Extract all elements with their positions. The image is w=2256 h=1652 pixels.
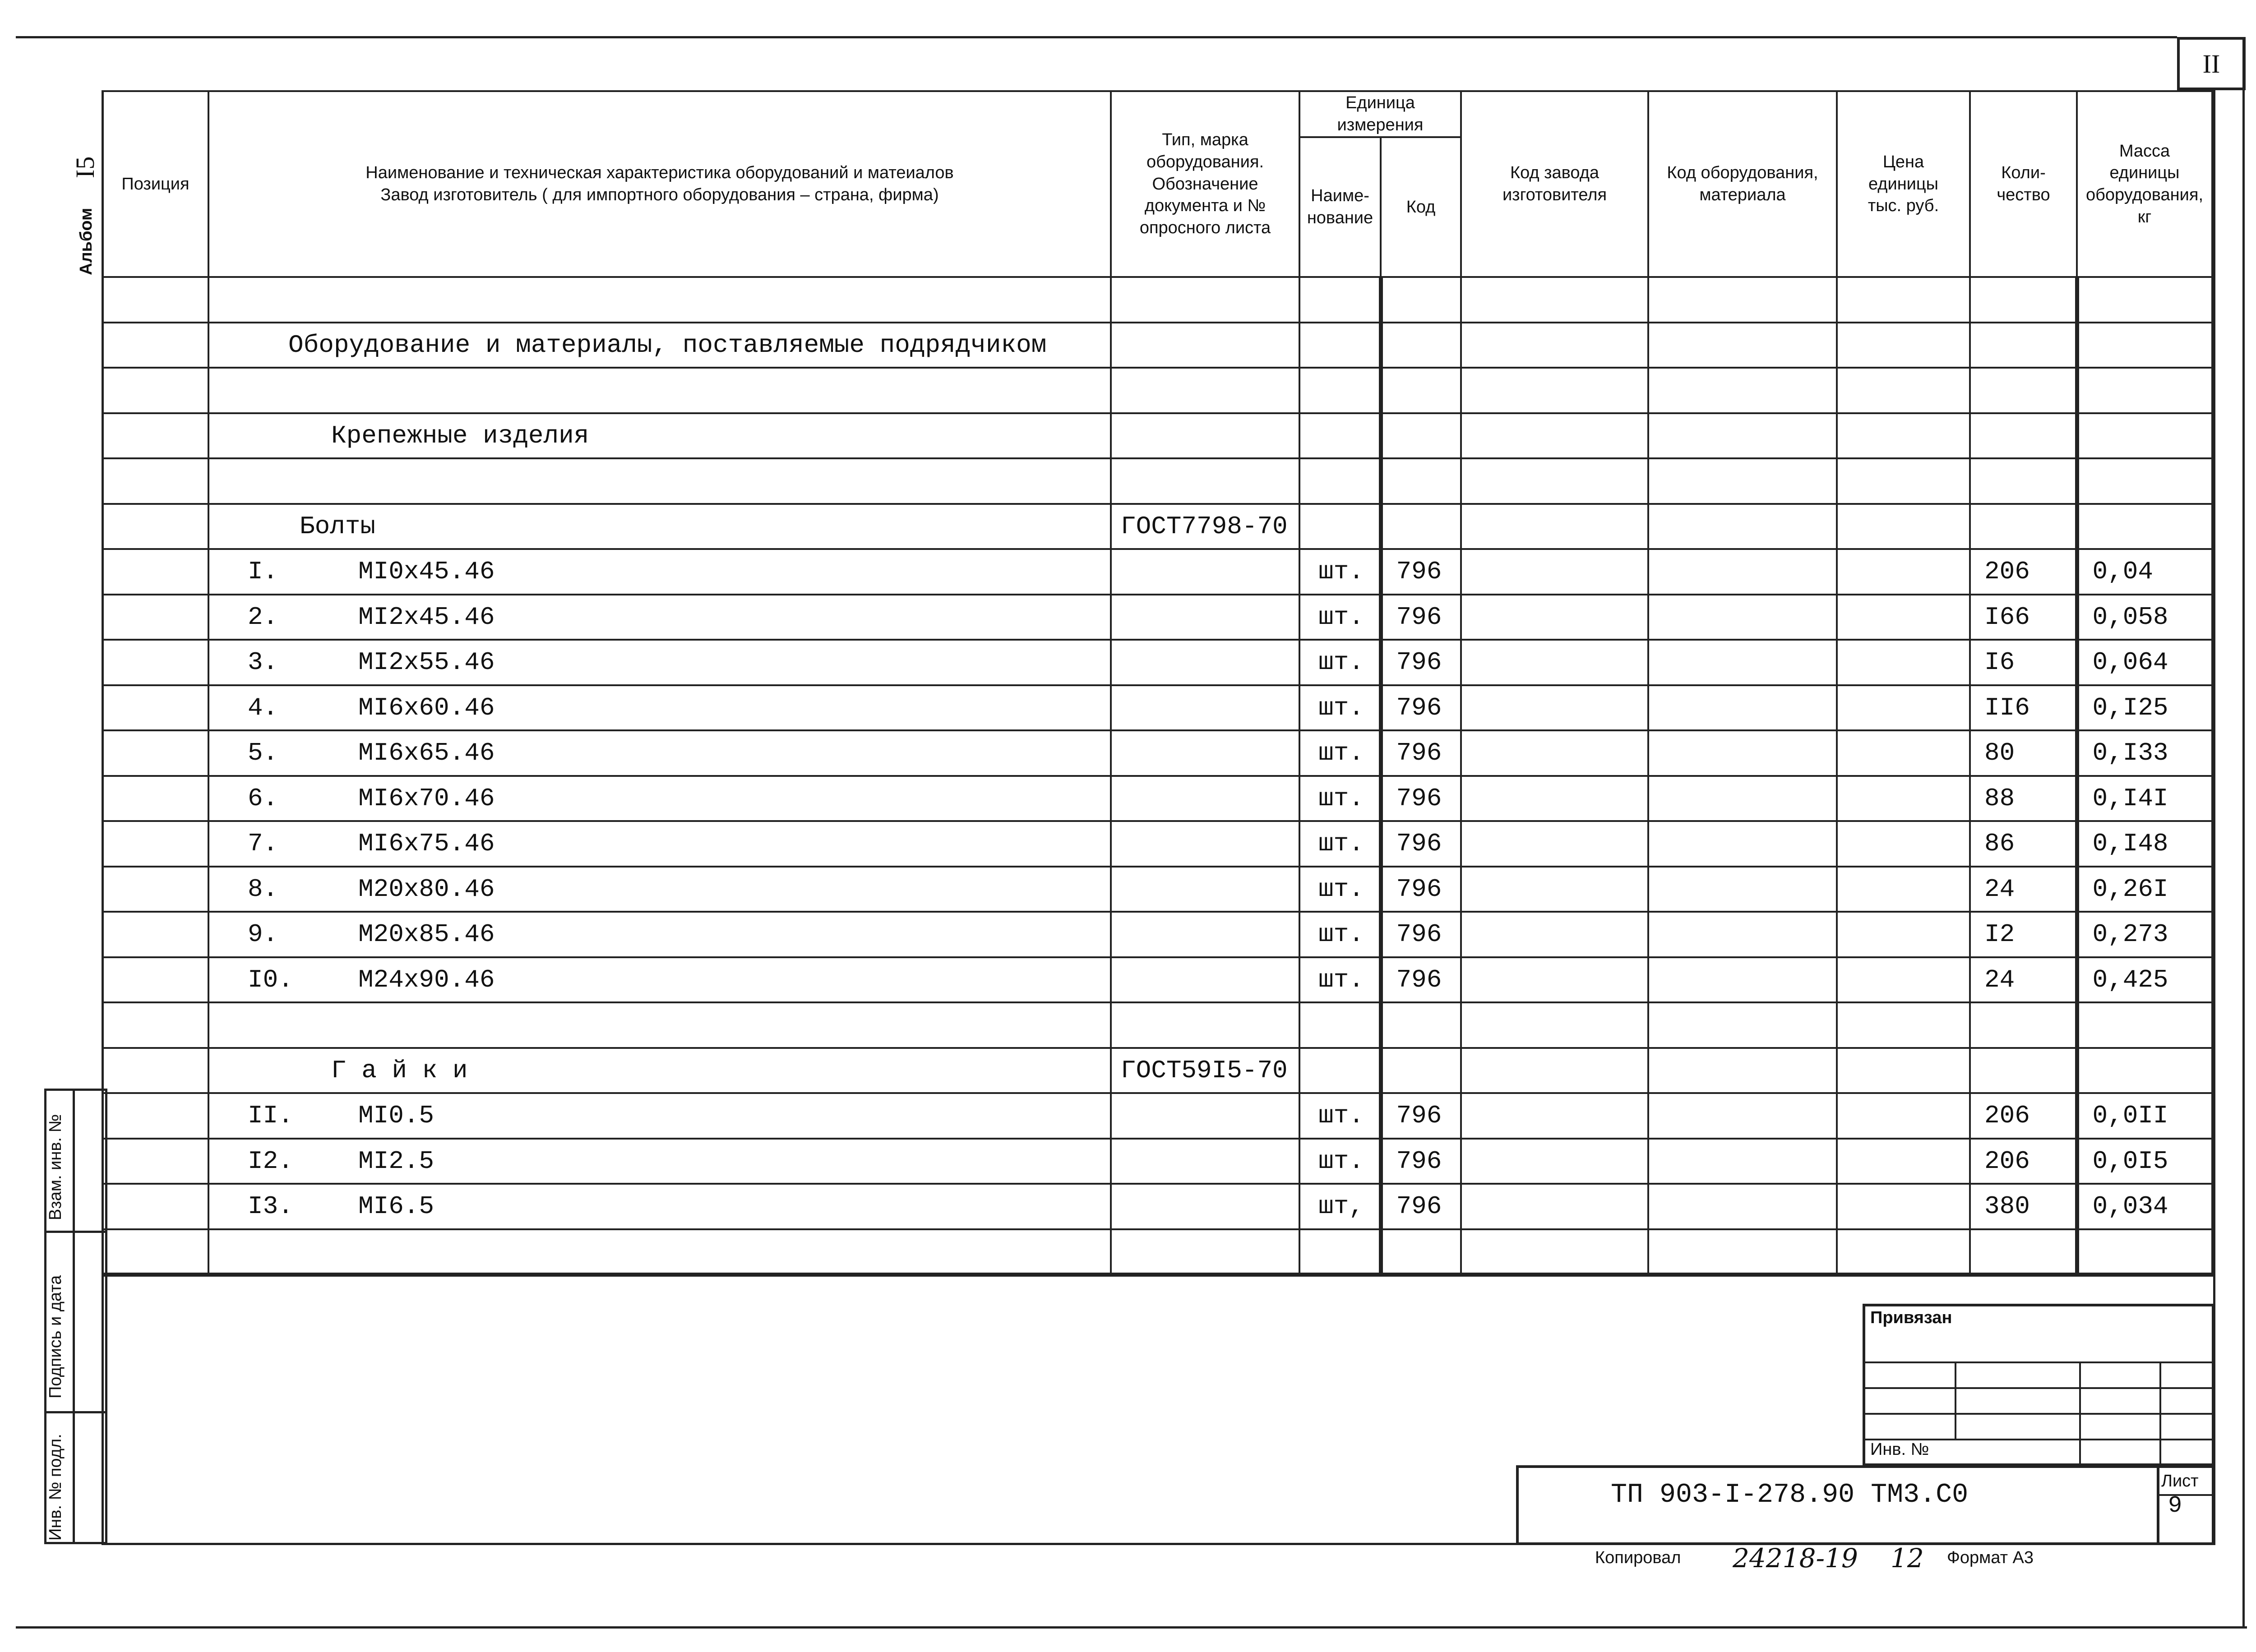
item-pos: I0. [248, 965, 293, 994]
album-number: I5 [70, 156, 100, 178]
item-name: MI0.5 [358, 1101, 435, 1131]
item-qty: 206 [1970, 549, 2077, 595]
side-inv-original: Инв. № подл. [46, 1434, 65, 1541]
table-row [102, 821, 2212, 867]
item-pos: 8. [248, 874, 278, 904]
side-signature-date: Подпись и дата [46, 1275, 65, 1398]
empty-row [102, 1229, 2212, 1275]
item-code: 796 [1381, 730, 1461, 776]
sheet-corner-number: II [2177, 37, 2246, 90]
item-qty: 206 [1970, 1093, 2077, 1139]
item-pos: 5. [248, 738, 278, 768]
item-unit: шт. [1318, 1146, 1364, 1176]
item-mass: 0,I25 [2077, 685, 2212, 731]
item-unit: шт. [1318, 1101, 1364, 1131]
item-qty: I66 [1970, 595, 2077, 640]
section-title-row [102, 323, 2212, 368]
item-mass: 0,0I5 [2077, 1139, 2212, 1184]
item-unit: шт. [1318, 829, 1364, 858]
item-name: M20x85.46 [358, 920, 495, 949]
group-standard: ГОСТ59I5-70 [1121, 1056, 1288, 1085]
linked-label: Привязан [1870, 1308, 1952, 1327]
doc-code: ТП 903-I-278.90 ТМ3.С0 [1611, 1480, 1969, 1510]
table-row [102, 1184, 2212, 1229]
item-pos: 3. [248, 648, 278, 677]
item-mass: 0,058 [2077, 595, 2212, 640]
item-name: MI6.5 [358, 1192, 435, 1221]
empty-row [102, 277, 2212, 323]
sheet-label: Лист [2161, 1472, 2199, 1490]
group-row-nuts [102, 1048, 2212, 1094]
item-code: 796 [1381, 549, 1461, 595]
item-qty: 88 [1970, 776, 2077, 821]
album-label: Альбом [77, 208, 96, 275]
table-row [102, 957, 2212, 1003]
empty-row [102, 1002, 2212, 1048]
col-unit-code: Код [1381, 137, 1461, 277]
item-unit: шт. [1318, 738, 1364, 768]
item-code: 796 [1381, 685, 1461, 731]
item-pos: II. [248, 1101, 293, 1131]
top-rule [16, 36, 2177, 38]
table-row [102, 1139, 2212, 1184]
item-name: MI2.5 [358, 1146, 435, 1176]
item-pos: 9. [248, 920, 278, 949]
item-mass: 0,26I [2077, 867, 2212, 912]
item-name: MI2x55.46 [358, 648, 495, 677]
table-row [102, 912, 2212, 957]
item-code: 796 [1381, 595, 1461, 640]
item-pos: 2. [248, 602, 278, 632]
item-mass: 0,I33 [2077, 730, 2212, 776]
group-name: Г а й к и [331, 1056, 468, 1085]
table-row [102, 595, 2212, 640]
item-pos: I2. [248, 1146, 293, 1176]
copied-label: Копировал [1595, 1548, 1681, 1567]
item-name: M24x90.46 [358, 965, 495, 994]
col-quantity: Коли- чество [1970, 91, 2077, 277]
group-row-bolts [102, 504, 2212, 549]
table-row [102, 776, 2212, 821]
item-name: MI6x60.46 [358, 693, 495, 722]
item-pos: 4. [248, 693, 278, 722]
header-row [102, 91, 2212, 137]
item-qty: 24 [1970, 867, 2077, 912]
item-unit: шт. [1318, 965, 1364, 994]
item-unit: шт. [1318, 648, 1364, 677]
col-position: Позиция [102, 91, 208, 277]
item-code: 796 [1381, 867, 1461, 912]
group-standard: ГОСТ7798-70 [1121, 512, 1288, 541]
item-qty: II6 [1970, 685, 2077, 731]
col-mass: Масса единицы оборудования, кг [2077, 91, 2212, 277]
item-mass: 0,034 [2077, 1184, 2212, 1229]
item-mass: 0,I4I [2077, 776, 2212, 821]
item-qty: 24 [1970, 957, 2077, 1003]
item-qty: 86 [1970, 821, 2077, 867]
table-row [102, 730, 2212, 776]
item-name: MI2x45.46 [358, 602, 495, 632]
spec-table [102, 90, 2213, 1277]
empty-row [102, 458, 2212, 504]
item-pos: 6. [248, 784, 278, 813]
subsection-title-row [102, 413, 2212, 459]
col-name: Наименование и техническая характеристика оборудований и матеиалов Завод изготовитель ( для импортного оборудования – страна, фирма) [208, 91, 1111, 277]
item-mass: 0,273 [2077, 912, 2212, 957]
item-code: 796 [1381, 1184, 1461, 1229]
right-rule [2242, 37, 2245, 1629]
bottom-rule [16, 1626, 2247, 1629]
col-unit-group: Единица измерения [1299, 91, 1461, 137]
item-name: MI6x75.46 [358, 829, 495, 858]
subsection-title: Крепежные изделия [331, 421, 589, 450]
order-number: 24218-19 [1733, 1543, 1858, 1574]
item-name: M20x80.46 [358, 874, 495, 904]
col-factory-code: Код завода изготовителя [1461, 91, 1648, 277]
item-qty: I6 [1970, 640, 2077, 685]
item-qty: 380 [1970, 1184, 2077, 1229]
section-title: Оборудование и материалы, поставляемые подрядчиком [288, 330, 1047, 360]
table-row [102, 1093, 2212, 1139]
item-name: MI0x45.46 [358, 557, 495, 586]
table-row [102, 867, 2212, 912]
item-code: 796 [1381, 912, 1461, 957]
col-type-mark: Тип, марка оборудования. Обозначение документа и № опросного листа [1111, 91, 1299, 277]
item-qty: 206 [1970, 1139, 2077, 1184]
item-code: 796 [1381, 957, 1461, 1003]
item-mass: 0,0II [2077, 1093, 2212, 1139]
table-row [102, 685, 2212, 731]
empty-row [102, 368, 2212, 413]
item-unit: шт. [1318, 602, 1364, 632]
item-name: MI6x65.46 [358, 738, 495, 768]
item-unit: шт. [1318, 693, 1364, 722]
table-row [102, 549, 2212, 595]
group-name: Болты [300, 512, 376, 541]
item-qty: I2 [1970, 912, 2077, 957]
item-name: MI6x70.46 [358, 784, 495, 813]
item-pos: 7. [248, 829, 278, 858]
item-code: 796 [1381, 776, 1461, 821]
table-row [102, 640, 2212, 685]
item-qty: 80 [1970, 730, 2077, 776]
item-unit: шт. [1318, 920, 1364, 949]
item-unit: шт. [1318, 874, 1364, 904]
item-code: 796 [1381, 821, 1461, 867]
format-label: Формат А3 [1947, 1548, 2034, 1567]
item-mass: 0,04 [2077, 549, 2212, 595]
item-code: 796 [1381, 1093, 1461, 1139]
item-unit: шт, [1318, 1192, 1364, 1221]
col-equipment-code: Код оборудования, материала [1648, 91, 1837, 277]
item-code: 796 [1381, 1139, 1461, 1184]
item-unit: шт. [1318, 784, 1364, 813]
item-pos: I3. [248, 1192, 293, 1221]
item-code: 796 [1381, 640, 1461, 685]
col-unit-name: Наиме- нование [1299, 137, 1381, 277]
item-mass: 0,I48 [2077, 821, 2212, 867]
side-replace-inv: Взам. инв. № [46, 1114, 65, 1220]
item-mass: 0,425 [2077, 957, 2212, 1003]
inv-no-label: Инв. № [1870, 1440, 1929, 1459]
copy-number: 12 [1891, 1543, 1924, 1574]
item-unit: шт. [1318, 557, 1364, 586]
col-price: Цена единицы тыс. руб. [1837, 91, 1970, 277]
item-pos: I. [248, 557, 278, 586]
item-mass: 0,064 [2077, 640, 2212, 685]
sheet-number: 9 [2168, 1492, 2182, 1519]
